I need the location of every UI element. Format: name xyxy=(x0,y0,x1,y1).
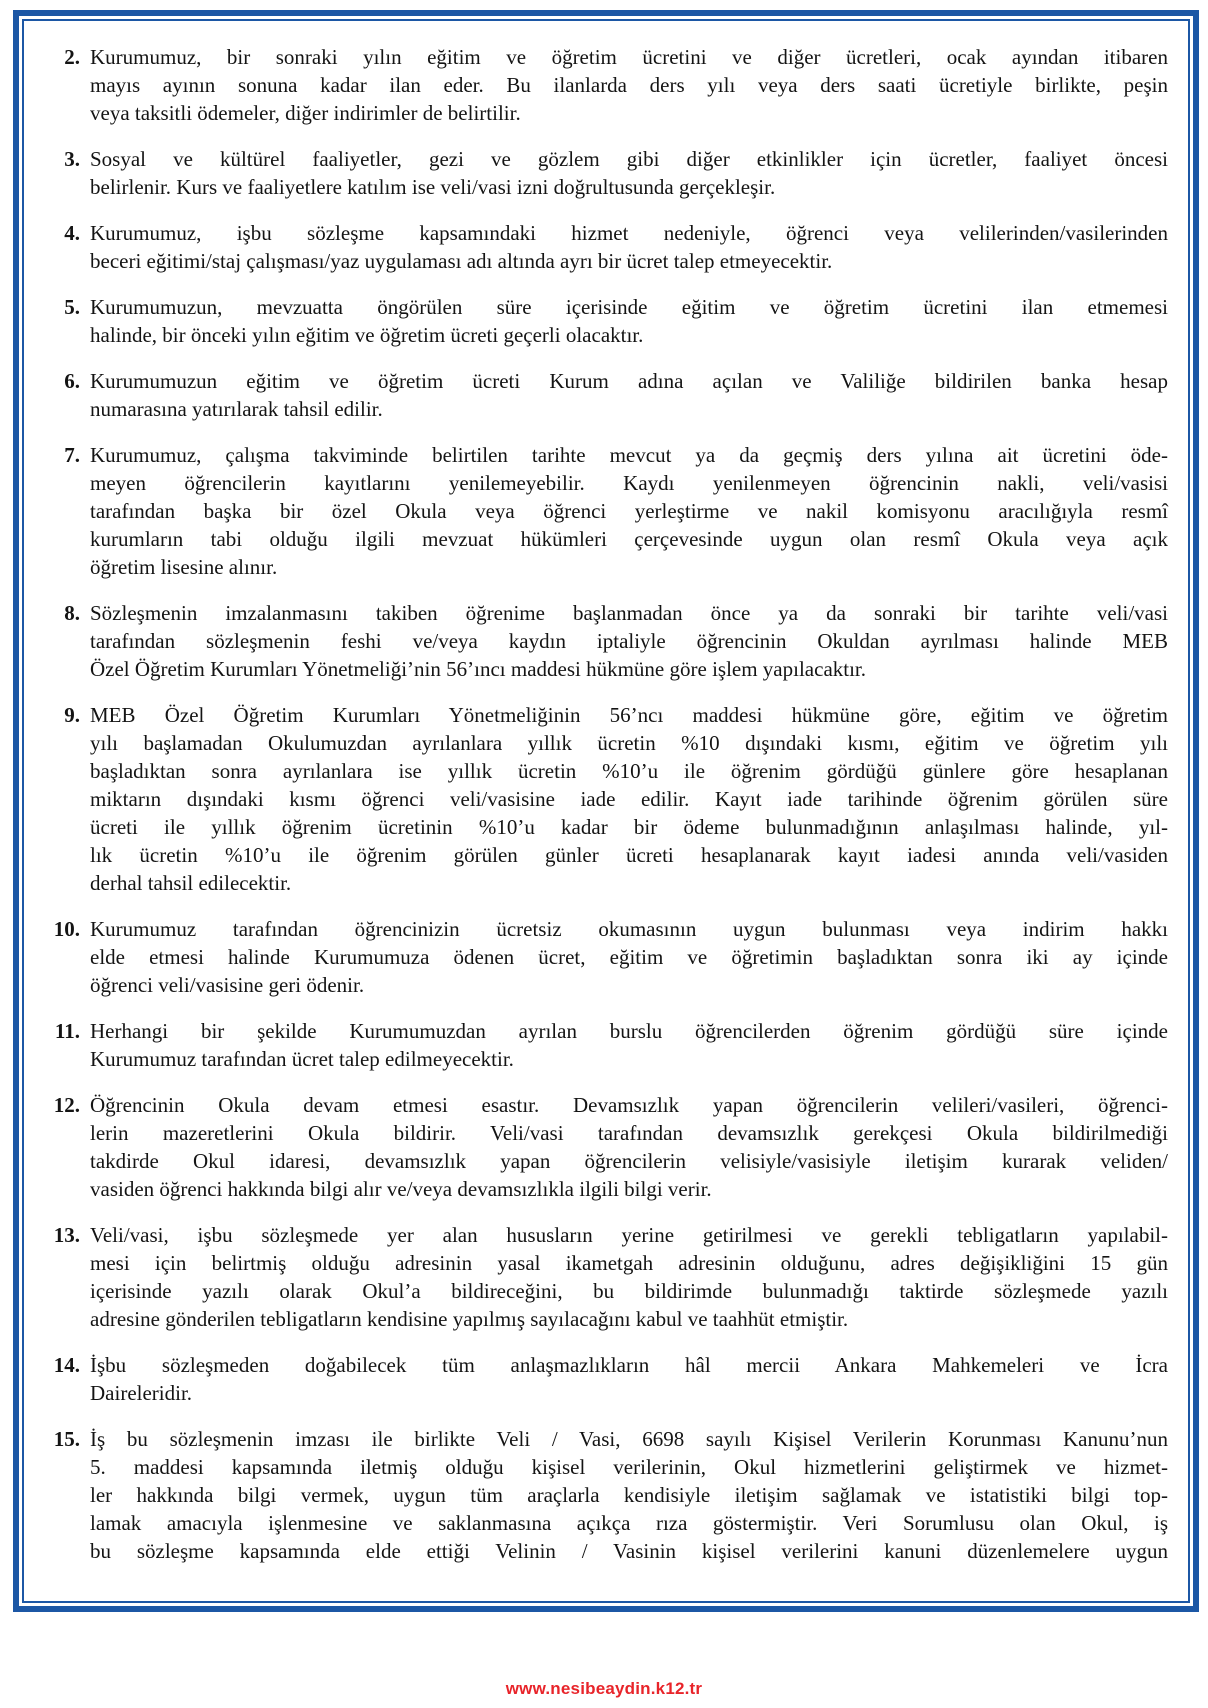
contract-items-list xyxy=(24,21,1188,1565)
item-text-line: elde etmesi halinde Kurumumuza ödenen ücret, eğitim ve öğretimin başladıktan sonra iki ay içinde xyxy=(90,945,1168,969)
contract-item xyxy=(24,1017,1188,1073)
item-number: 10. xyxy=(53,917,80,941)
item-text-line: başladıktan sonra ayrılanlara ise yıllık ücretin %10’u ile öğrenim gördüğü günlere göre hesaplanan xyxy=(90,759,1168,783)
contract-item xyxy=(24,1425,1188,1565)
item-text xyxy=(90,701,1168,897)
item-text-line: Kurumumuz tarafından ücret talep edilmeyecektir. xyxy=(90,1047,514,1071)
item-text-line: öğrenci veli/vasisine geri ödenir. xyxy=(90,973,365,997)
item-text xyxy=(90,145,1168,201)
item-text-line: içerisinde yazılı olarak Okul’a bildireceğini, bu bildirimde bulunmadığı taktirde sözleşmede yazılı xyxy=(90,1279,1168,1303)
item-text xyxy=(90,43,1168,127)
contract-item xyxy=(24,701,1188,897)
item-number: 2. xyxy=(64,45,80,69)
item-number: 12. xyxy=(53,1093,80,1117)
item-text-line: Herhangi bir şekilde Kurumumuzdan ayrılan burslu öğrencilerden öğrenim gördüğü süre içinde xyxy=(90,1019,1168,1043)
item-text-line: yılı başlamadan Okulumuzdan ayrılanlara yıllık ücretin %10 dışındaki kısmı, eğitim ve öğretim yılı xyxy=(90,731,1168,755)
inner-border-frame xyxy=(22,19,1190,1603)
item-text-line: miktarın dışındaki kısmı öğrenci veli/vasisine iade edilir. Kayıt iade tarihinde öğrenim görülen süre xyxy=(90,787,1168,811)
item-text-line: Kurumumuz tarafından öğrencinizin ücretsiz okumasının uygun bulunması veya indirim hakkı xyxy=(90,917,1168,941)
item-text-line: lamak amacıyla işlenmesine ve saklanmasına açıkça rıza göstermiştir. Veri Sorumlusu olan Okul, iş xyxy=(90,1511,1168,1535)
contract-item xyxy=(24,1221,1188,1333)
item-text xyxy=(90,1425,1168,1565)
item-text xyxy=(90,599,1168,683)
item-text-line: ücreti ile yıllık öğrenim ücretinin %10’u kadar bir ödeme bulunmadığının anlaşılması halinde, yıl- xyxy=(90,815,1168,839)
item-text-line: Kurumumuz, çalışma takviminde belirtilen tarihte mevcut ya da geçmiş ders yılına ait ücretini öde- xyxy=(90,443,1168,467)
item-text-line: lerin mazeretlerini Okula bildirir. Veli/vasi tarafından devamsızlık gerekçesi Okula bildirilmediği xyxy=(90,1121,1168,1145)
item-text-line: Öğrencinin Okula devam etmesi esastır. Devamsızlık yapan öğrencilerin velileri/vasileri, öğrenci- xyxy=(90,1093,1168,1117)
item-text-line: Sosyal ve kültürel faaliyetler, gezi ve gözlem gibi diğer etkinlikler için ücretler, faaliyet öncesi xyxy=(90,147,1168,171)
item-text-line: mesi için belirtmiş olduğu adresinin yasal ikametgah adresinin olduğunu, adres değişikliğini 15 gün xyxy=(90,1251,1168,1275)
item-number: 6. xyxy=(64,369,80,393)
item-text-line: lık ücretin %10’u ile öğrenim görülen günler ücreti hesaplanarak kayıt iadesi anında veli/vasiden xyxy=(90,843,1168,867)
item-text-line: Daireleridir. xyxy=(90,1381,193,1405)
item-text-line: takdirde Okul idaresi, devamsızlık yapan öğrencilerin velisiyle/vasisiyle iletişim kurarak veliden/ xyxy=(90,1149,1168,1173)
item-text-line: ler hakkında bilgi vermek, uygun tüm araçlarla kendisiyle iletişim sağlamak ve istatistiki bilgi top- xyxy=(90,1483,1168,1507)
contract-item xyxy=(24,43,1188,127)
item-text-line: bu sözleşme kapsamında elde ettiği Velinin / Vasinin kişisel verilerini kanuni düzenlemelere uygun xyxy=(90,1539,1168,1563)
contract-item xyxy=(24,1091,1188,1203)
item-text-line: kurumların tabi olduğu ilgili mevzuat hükümleri çerçevesinde uygun olan resmî Okula veya açık xyxy=(90,527,1168,551)
item-number: 15. xyxy=(53,1427,80,1451)
item-text-line: Kurumumuz, bir sonraki yılın eğitim ve öğretim ücretini ve diğer ücretleri, ocak ayından itibaren xyxy=(90,45,1168,69)
item-text-line: Kurumumuz, işbu sözleşme kapsamındaki hizmet nedeniyle, öğrenci veya velilerinden/vasilerinden xyxy=(90,221,1168,245)
item-text xyxy=(90,1017,1168,1073)
item-text-line: tarafından başka bir özel Okula veya öğrenci yerleştirme ve nakil komisyonu aracılığıyla resmî xyxy=(90,499,1168,523)
item-text-line: Kurumumuzun, mevzuatta öngörülen süre içerisinde eğitim ve öğretim ücretini ilan etmemesi xyxy=(90,295,1168,319)
item-text xyxy=(90,1351,1168,1407)
item-number: 8. xyxy=(64,601,80,625)
item-text xyxy=(90,441,1168,581)
item-text-line: veya taksitli ödemeler, diğer indirimler de belirtilir. xyxy=(90,101,521,125)
item-text-line: Kurumumuzun eğitim ve öğretim ücreti Kurum adına açılan ve Valiliğe bildirilen banka hesap xyxy=(90,369,1168,393)
item-text-line: numarasına yatırılarak tahsil edilir. xyxy=(90,397,383,421)
contract-item xyxy=(24,441,1188,581)
item-text-line: derhal tahsil edilecektir. xyxy=(90,871,292,895)
item-text-line: vasiden öğrenci hakkında bilgi alır ve/veya devamsızlıkla ilgili bilgi verir. xyxy=(90,1177,712,1201)
item-text-line: meyen öğrencilerin kayıtlarını yenilemeyebilir. Kaydı yenilenmeyen öğrencinin nakli, veli/vasisi xyxy=(90,471,1168,495)
contract-item xyxy=(24,293,1188,349)
item-text-line: Veli/vasi, işbu sözleşmede yer alan hususların yerine getirilmesi ve gerekli tebligatların yapılabil- xyxy=(90,1223,1168,1247)
contract-item xyxy=(24,1351,1188,1407)
item-text xyxy=(90,1221,1168,1333)
item-text-line: İşbu sözleşmeden doğabilecek tüm anlaşmazlıkların hâl mercii Ankara Mahkemeleri ve İcra xyxy=(90,1353,1168,1377)
contract-item xyxy=(24,367,1188,423)
item-text-line: belirlenir. Kurs ve faaliyetlere katılım ise veli/vasi izni doğrultusunda gerçekleşir. xyxy=(90,175,776,199)
item-number: 14. xyxy=(53,1353,80,1377)
footer-url: www.nesibeaydin.k12.tr xyxy=(505,1679,703,1698)
contract-item xyxy=(24,599,1188,683)
contract-item xyxy=(24,145,1188,201)
item-text-line: MEB Özel Öğretim Kurumları Yönetmeliğinin 56’ncı maddesi hükmüne göre, eğitim ve öğretim xyxy=(90,703,1168,727)
item-text-line: halinde, bir önceki yılın eğitim ve öğretim ücreti geçerli olacaktır. xyxy=(90,323,644,347)
item-text-line: 5. maddesi kapsamında iletmiş olduğu kişisel verilerinin, Okul hizmetlerini geliştirmek ve hizmet- xyxy=(90,1455,1168,1479)
item-text xyxy=(90,915,1168,999)
item-text xyxy=(90,219,1168,275)
outer-border-frame xyxy=(13,10,1199,1612)
item-text-line: adresine gönderilen tebligatların kendisine yapılmış sayılacağını kabul ve taahhüt etmiştir. xyxy=(90,1307,849,1331)
contract-item xyxy=(24,915,1188,999)
item-text-line: İş bu sözleşmenin imzası ile birlikte Veli / Vasi, 6698 sayılı Kişisel Verilerin Korunması Kanunu’nun xyxy=(90,1427,1168,1451)
item-text xyxy=(90,293,1168,349)
item-text-line: tarafından sözleşmenin feshi ve/veya kaydın iptaliyle öğrencinin Okuldan ayrılması halinde MEB xyxy=(90,629,1168,653)
item-number: 11. xyxy=(54,1019,80,1043)
item-text-line: Sözleşmenin imzalanmasını takiben öğrenime başlanmadan önce ya da sonraki bir tarihte veli/vasi xyxy=(90,601,1168,625)
item-text-line: beceri eğitimi/staj çalışması/yaz uygulaması adı altında ayrı bir ücret talep etmeyecektir. xyxy=(90,249,833,273)
item-number: 7. xyxy=(64,443,80,467)
item-text-line: öğretim lisesine alınır. xyxy=(90,555,278,579)
item-text-line: mayıs ayının sonuna kadar ilan eder. Bu ilanlarda ders yılı veya ders saati ücretiyle birlikte, peşin xyxy=(90,73,1168,97)
item-text-line: Özel Öğretim Kurumları Yönetmeliği’nin 56’ıncı maddesi hükmüne göre işlem yapılacaktır. xyxy=(90,657,867,681)
item-number: 3. xyxy=(64,147,80,171)
item-text xyxy=(90,1091,1168,1203)
contract-item xyxy=(24,219,1188,275)
item-number: 9. xyxy=(64,703,80,727)
item-number: 4. xyxy=(64,221,80,245)
item-text xyxy=(90,367,1168,423)
item-number: 5. xyxy=(64,295,80,319)
item-number: 13. xyxy=(53,1223,80,1247)
